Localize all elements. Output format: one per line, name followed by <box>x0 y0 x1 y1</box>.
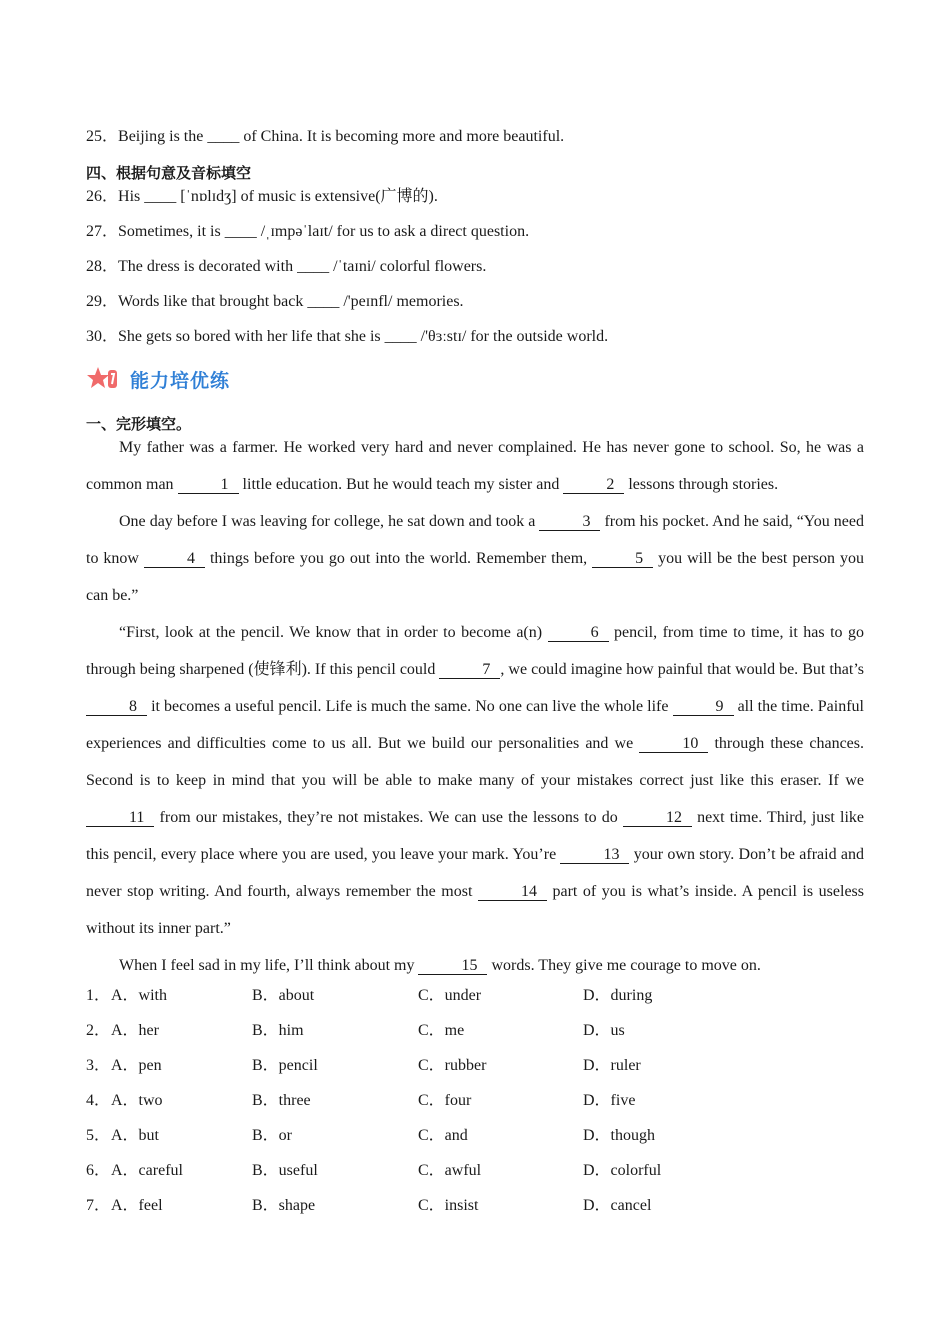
question-number: 27． <box>86 223 119 240</box>
option-c: C．and <box>418 1127 468 1144</box>
option-c: C．me <box>418 1022 465 1039</box>
option-c: C．insist <box>418 1197 479 1214</box>
cloze-blank: 4 <box>144 551 205 568</box>
option-d: D．though <box>583 1127 656 1144</box>
cloze-blank: 6 <box>548 625 609 642</box>
option-b: B．about <box>252 987 315 1004</box>
passage-text: , we could imagine how painful that would be. But that’s <box>500 661 864 678</box>
option-a: A．two <box>111 1092 163 1109</box>
option-number: 1． <box>86 987 111 1004</box>
passage-text: part of you is what’s inside. A pencil is useless without its inner part.” <box>86 883 865 937</box>
star-icon <box>86 365 120 393</box>
option-a: A．her <box>111 1022 159 1039</box>
option-number: 2． <box>86 1022 111 1039</box>
option-b: B．or <box>252 1127 293 1144</box>
question-text: She gets so bored with her life that she is ____ /'θɜːstɪ/ for the outside world. <box>118 328 609 345</box>
option-c: C．four <box>418 1092 472 1109</box>
option-c: C．awful <box>418 1162 482 1179</box>
cloze-blank: 8 <box>86 699 147 716</box>
question-text: The dress is decorated with ____ /ˈtaɪni/ colorful flowers. <box>118 258 487 275</box>
cloze-blank: 2 <box>563 477 624 494</box>
cloze-blank: 10 <box>639 736 708 753</box>
option-number: 5． <box>86 1127 111 1144</box>
option-d: D．five <box>583 1092 636 1109</box>
option-a: A．with <box>111 987 168 1004</box>
option-d: D．cancel <box>583 1197 652 1214</box>
option-number: 7． <box>86 1197 111 1214</box>
question-29 <box>86 292 464 312</box>
passage-paragraph-1 <box>86 429 864 503</box>
section-heading-4: 四、根据句意及音标填空 <box>86 164 252 182</box>
question-28 <box>86 257 486 277</box>
option-d: D．during <box>583 987 653 1004</box>
passage-text: all the time. Painful experiences and difficulties come to us all. But we build our personalities and we <box>86 698 864 752</box>
question-text: His ____ [ˈnɒlɪdʒ] of music is extensive(广博的). <box>118 188 438 205</box>
question-25 <box>86 127 564 147</box>
question-text: Beijing is the ____ of China. It is becoming more and more beautiful. <box>118 128 565 145</box>
option-c: C．rubber <box>418 1057 487 1074</box>
cloze-blank: 9 <box>673 699 734 716</box>
cloze-blank: 5 <box>592 551 653 568</box>
question-26 <box>86 187 438 207</box>
option-c: C．under <box>418 987 482 1004</box>
question-number: 29． <box>86 293 119 310</box>
question-number: 26． <box>86 188 119 205</box>
cloze-blank: 11 <box>86 810 154 827</box>
passage-text: next time. Third, just like this pencil, every place where you are used, you leave your mark. You’re <box>86 809 864 863</box>
option-b: B．three <box>252 1092 311 1109</box>
option-a: A．but <box>111 1127 160 1144</box>
option-b: B．him <box>252 1022 304 1039</box>
cloze-passage <box>86 429 864 984</box>
passage-paragraph-4 <box>86 947 864 984</box>
passage-text: things before you go out into the world. Remember them, <box>204 550 593 567</box>
option-d: D．colorful <box>583 1162 662 1179</box>
passage-text: your own story. Don’t be afraid and never stop writing. And fourth, always remember the most <box>86 846 864 900</box>
banner-title: 能力培优练 <box>130 366 230 393</box>
question-text: Words like that brought back ____ /'peɪnfl/ memories. <box>118 293 464 310</box>
cloze-blank: 7 <box>439 662 500 679</box>
section-heading-1: 一、完形填空。 <box>86 415 192 433</box>
question-number: 28． <box>86 258 119 275</box>
question-30 <box>86 327 608 347</box>
passage-text: through these chances. Second is to keep in mind that you will be able to make many of your mistakes correct just like this eraser. If we <box>86 735 865 789</box>
cloze-blank: 13 <box>560 847 629 864</box>
cloze-blank: 12 <box>623 810 692 827</box>
cloze-blank: 1 <box>178 477 239 494</box>
option-number: 6． <box>86 1162 111 1179</box>
passage-text: When I feel sad in my life, I’ll think about my <box>119 957 419 974</box>
cloze-blank: 14 <box>478 884 547 901</box>
question-number: 25． <box>86 128 119 145</box>
cloze-blank: 15 <box>418 958 487 975</box>
passage-text: One day before I was leaving for college, he sat down and took a <box>119 513 540 530</box>
option-d: D．ruler <box>583 1057 641 1074</box>
question-27 <box>86 222 529 242</box>
option-d: D．us <box>583 1022 625 1039</box>
option-b: B．useful <box>252 1162 318 1179</box>
passage-text: words. They give me courage to move on. <box>487 957 761 974</box>
option-number: 3． <box>86 1057 111 1074</box>
passage-text: My father was a farmer. He worked very hard and never complained. He has never gone to school. So, he was a common man <box>86 439 864 493</box>
passage-text: “First, look at the pencil. We know that in order to become a(n) <box>119 624 548 641</box>
question-number: 30． <box>86 328 119 345</box>
section-banner <box>86 364 230 394</box>
passage-text: from our mistakes, they’re not mistakes. We can use the lessons to do <box>154 809 623 826</box>
passage-paragraph-3 <box>86 614 864 947</box>
option-b: B．pencil <box>252 1057 318 1074</box>
passage-text: pencil, from time to time, it has to go through being sharpened (使锋利). If this pencil could <box>86 624 864 678</box>
passage-text: lessons through stories. <box>624 476 779 493</box>
passage-paragraph-2 <box>86 503 864 614</box>
option-a: A．pen <box>111 1057 162 1074</box>
passage-text: it becomes a useful pencil. Life is much the same. No one can live the whole life <box>147 698 673 715</box>
option-a: A．careful <box>111 1162 183 1179</box>
option-b: B．shape <box>252 1197 316 1214</box>
cloze-blank: 3 <box>539 514 600 531</box>
passage-text: you will be the best person you can be.” <box>86 550 865 604</box>
option-number: 4． <box>86 1092 111 1109</box>
question-text: Sometimes, it is ____ /ˌɪmpəˈlaɪt/ for us to ask a direct question. <box>118 223 530 240</box>
option-a: A．feel <box>111 1197 163 1214</box>
passage-text: from his pocket. And he said, “You need to know <box>86 513 864 567</box>
passage-text: little education. But he would teach my sister and <box>238 476 564 493</box>
